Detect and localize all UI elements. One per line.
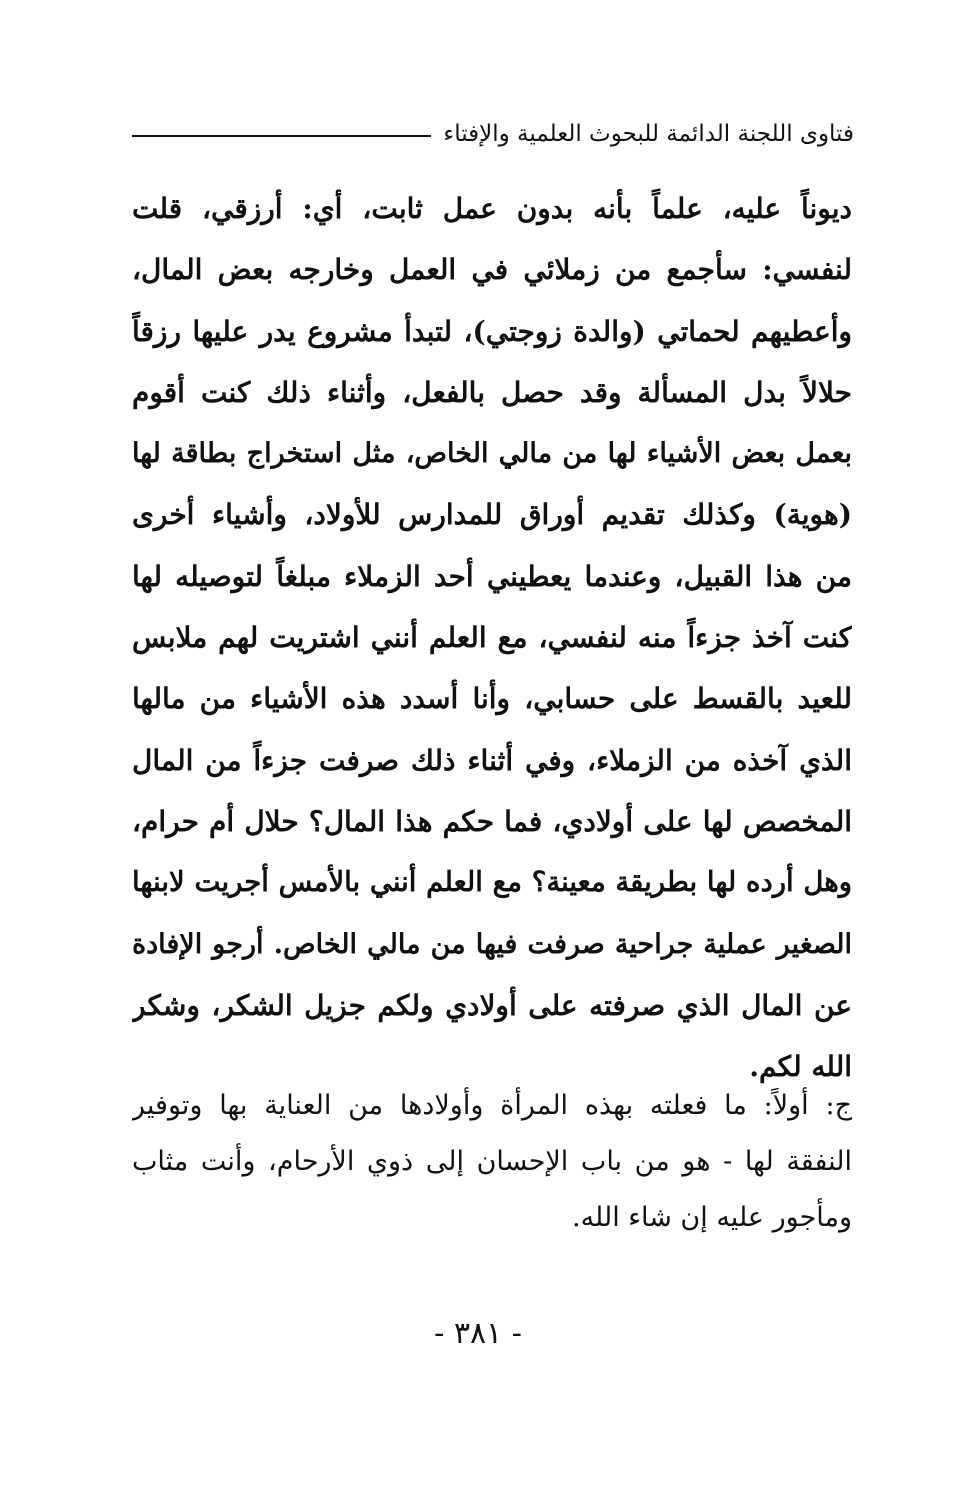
question-line: المخصص لها على أولادي، فما حكم هذا المال؟ حلال أم حرام، (132, 804, 852, 838)
running-header-title: فتاوى اللجنة الدائمة للبحوث العلمية والإفتاء (443, 121, 854, 147)
question-line: (هوية) وكذلك تقديم أوراق للمدارس للأولاد، وأشياء أخرى (132, 498, 852, 532)
answer-line: النفقة لها - هو من باب الإحسان إلى ذوي الأرحام، وأنت مثاب (132, 1146, 852, 1177)
question-line: وأعطيهم لحماتي (والدة زوجتي)، لتبدأ مشروع يدر عليها رزقاً (132, 314, 852, 348)
question-line: بعمل بعض الأشياء لها من مالي الخاص، مثل استخراج بطاقة لها (132, 438, 852, 470)
header-rule (132, 135, 431, 137)
running-header (132, 112, 854, 156)
question-line: لنفسي: سأجمع من زملائي في العمل وخارجه بعض المال، (132, 253, 852, 287)
answer-text (132, 1078, 852, 1246)
question-line: كنت آخذ جزءاً منه لنفسي، مع العلم أنني اشتريت لهم ملابس (132, 621, 852, 655)
question-line: حلالاً بدل المسألة وقد حصل بالفعل، وأثناء ذلك كنت أقوم (132, 375, 852, 409)
question-line: الذي آخذه من الزملاء، وفي أثناء ذلك صرفت جزءاً من المال (132, 743, 852, 777)
question-line: ديوناً عليه، علماً بأنه بدون عمل ثابت، أي: أرزقي، قلت (132, 192, 852, 225)
answer-line: ج: أولاً: ما فعلته بهذه المرأة وأولادها من العناية بها وتوفير (132, 1090, 852, 1121)
question-text (132, 178, 852, 1097)
question-line: عن المال الذي صرفته على أولادي ولكم جزيل الشكر، وشكر (132, 988, 852, 1022)
question-line: وهل أرده لها بطريقة معينة؟ مع العلم أنني بالأمس أجريت لابنها (132, 866, 852, 899)
question-line: للعيد بالقسط على حسابي، وأنا أسدد هذه الأشياء من مالها (132, 682, 852, 716)
question-line: الله لكم. (749, 1050, 852, 1084)
answer-line: ومأجور عليه إن شاء الله. (571, 1202, 852, 1233)
page-number: - ٣٨١ - (434, 1316, 522, 1351)
question-line: الصغير عملية جراحية صرفت فيها من مالي الخاص. أرجو الإفادة (132, 928, 852, 960)
question-line: من هذا القبيل، وعندما يعطيني أحد الزملاء مبلغاً لتوصيله لها (132, 559, 852, 593)
